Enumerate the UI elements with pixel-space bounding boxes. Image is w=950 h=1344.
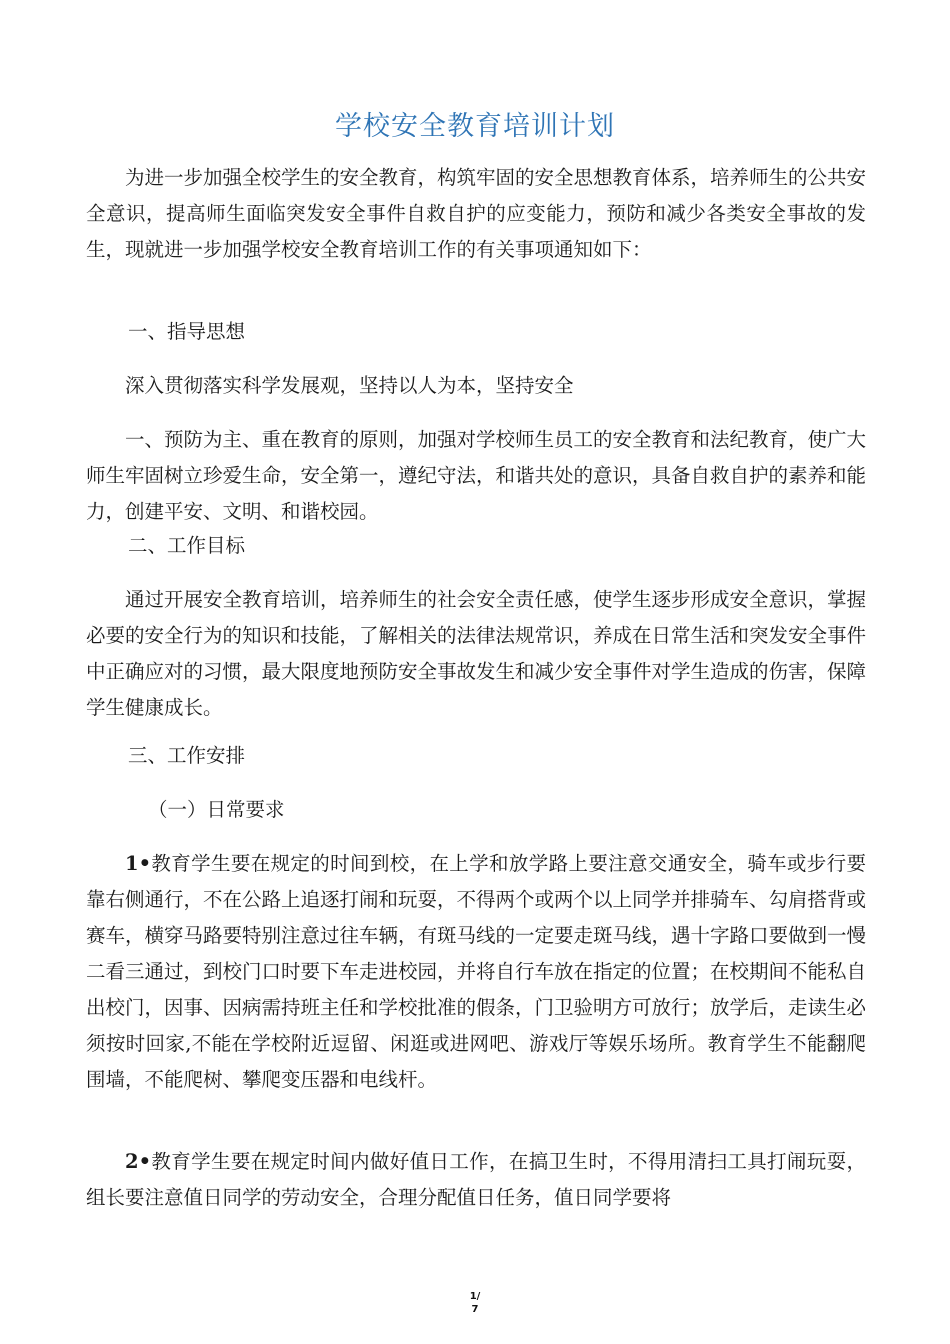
guiding-ideology-paragraph: 深入贯彻落实科学发展观，坚持以人为本，坚持安全 — [125, 374, 574, 397]
section-heading-work-goals: 二、工作目标 — [128, 534, 246, 557]
page-number-current: 1/ — [469, 1291, 481, 1302]
page-number-total: 7 — [471, 1304, 479, 1315]
work-goals-paragraph: 通过开展安全教育培训，培养师生的社会安全责任感，使学生逐步形成安全意识，掌握必要的安全行为的知识和技能，了解相关的法律法规常识，养成在日常生活和突发安全事件中正确应对的习惯，最大限度地预防安全事故发生和减少安全事件对学生造成的伤害，保障学生健康成长。 — [86, 588, 867, 719]
list-item-2-text: 教育学生要在规定时间内做好值日工作，在搞卫生时，不得用清扫工具打闹玩耍，组长要注意值日同学的劳动安全，合理分配值日任务，值日同学要将 — [86, 1150, 866, 1209]
document-title: 学校安全教育培训计划 — [335, 111, 615, 142]
list-item-1-text: 教育学生要在规定的时间到校，在上学和放学路上要注意交通安全，骑车或步行要靠右侧通行，不在公路上追逐打闹和玩耍，不得两个或两个以上同学并排骑车、勾肩搭背或赛车，横穿马路要特别注意过往车辆，有斑马线的一定要走斑马线，遇十字路口要做到一慢二看三通过，到校门口时要下车走进校园，并将自行车放在指定的位置；在校期间不能私自出校门，因事、因病需持班主任和学校批准的假条，门卫验明方可放行；放学后，走读生必须按时回家,不能在学校附近逗留、闲逛或进网吧、游戏厅等娱乐场所。教育学生不能翻爬围墙，不能爬树、攀爬变压器和电线杆。 — [86, 852, 867, 1091]
list-item-1 — [86, 846, 866, 1098]
subsection-heading-daily-requirements: （一）日常要求 — [148, 798, 285, 821]
section-heading-guiding-ideology: 一、指导思想 — [128, 320, 246, 343]
page-number — [440, 1290, 510, 1316]
intro-paragraph: 为进一步加强全校学生的安全教育，构筑牢固的安全思想教育体系，培养师生的公共安全意识，提高师生面临突发安全事件自救自护的应变能力，预防和减少各类安全事故的发生，现就进一步加强学校安全教育培训工作的有关事项通知如下： — [86, 166, 867, 261]
list-item-2 — [86, 1144, 866, 1216]
list-item-1-marker: 1• — [125, 852, 152, 875]
list-item-2-marker: 2• — [125, 1150, 152, 1173]
section-heading-work-arrangement: 三、工作安排 — [128, 744, 246, 767]
prevention-principle-paragraph: 一、预防为主、重在教育的原则，加强对学校师生员工的安全教育和法纪教育，使广大师生牢固树立珍爱生命，安全第一，遵纪守法，和谐共处的意识，具备自救自护的素养和能力，创建平安、文明、和谐校园。 — [86, 428, 867, 523]
